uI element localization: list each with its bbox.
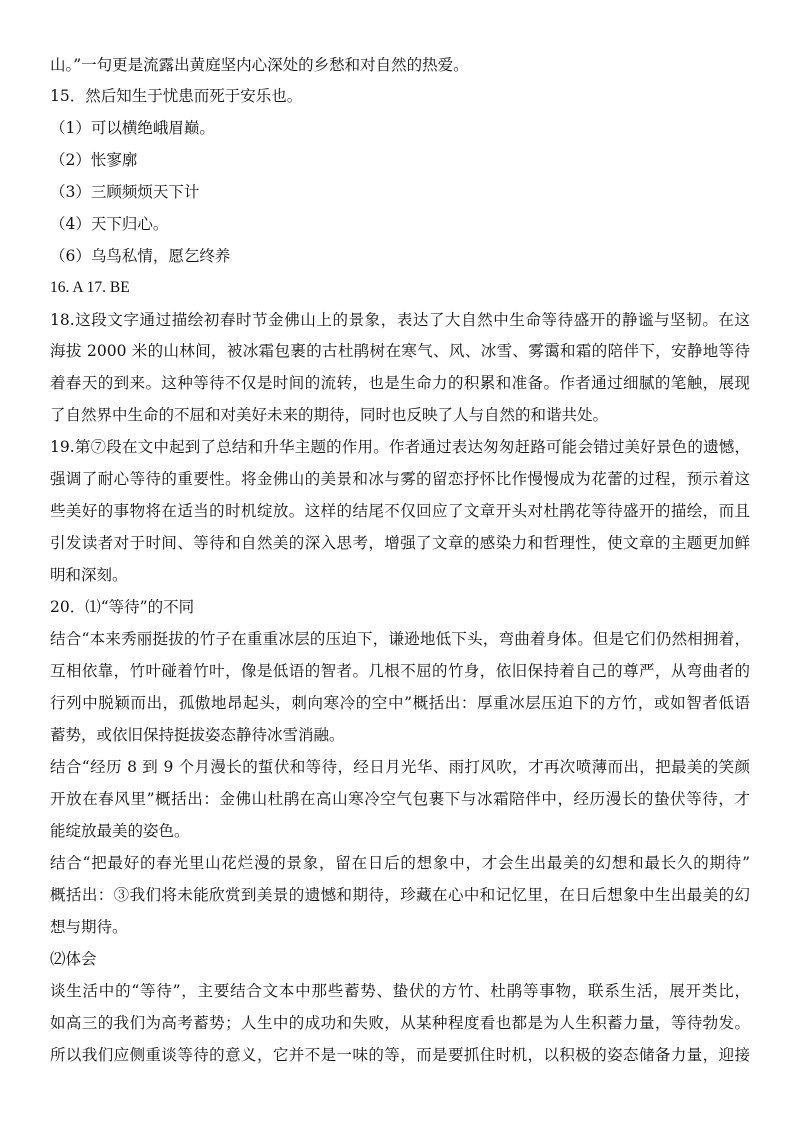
answer-20-sub-2-heading: ⑵体会 xyxy=(50,950,97,968)
answer-19-line-5: 明和深刻。 xyxy=(50,566,128,584)
answer-20-para-4-line-1: 谈生活中的“等待”，主要结合文本中那些蓄势、蛰伏的方竹、杜鹃等事物，联系生活，展开类比， xyxy=(50,982,750,1000)
document-page xyxy=(50,0,750,1123)
answer-20-para-2-line-3: 能绽放最美的姿色。 xyxy=(50,822,190,840)
answer-20-para-2-line-1: 结合“经历 8 到 9 个月漫长的蜇伏和等待，经日月光华、雨打风吹，才再次喷薄而出，把最美的笑颜 xyxy=(50,758,750,776)
answer-19-line-2: 强调了耐心等待的重要性。将金佛山的美景和冰与雾的留恋抒怀比作慢慢成为花蕾的过程，预示着这 xyxy=(50,470,750,488)
answer-15-item-1: （1）可以横绝峨眉巅。 xyxy=(50,119,215,137)
answer-20-para-3-line-2: 概括出：③我们将未能欣赏到美景的遗憾和期待，珍藏在心中和记忆里，在日后想象中生出最美的幻 xyxy=(50,886,750,904)
answer-18-line-3: 着春天的到来。这种等待不仅是时间的流转，也是生命力的积累和准备。作者通过细腻的笔触，展现 xyxy=(50,374,750,392)
answer-20-para-3-line-1: 结合“把最好的春光里山花烂漫的景象，留在日后的想象中，才会生出最美的幻想和最长久的期待” xyxy=(50,854,750,872)
answer-15-item-6: （6）乌鸟私情，愿乞终养 xyxy=(50,247,231,265)
answer-18-line-2: 海拔 2000 米的山林间，被冰霜包裹的古杜鹃树在寒气、风、冰雪、雾霭和霜的陪伴下，安静地等待 xyxy=(50,342,750,360)
answer-19-line-3: 些美好的事物将在适当的时机绽放。这样的结尾不仅回应了文章开头对杜鹃花等待盛开的描绘，而且 xyxy=(50,502,750,520)
answer-20-para-3-line-3: 想与期待。 xyxy=(50,918,128,936)
answer-15-item-2: （2）怅寥廓 xyxy=(50,151,138,169)
answer-18-line-1: 18.这段文字通过描绘初春时节金佛山上的景象，表达了大自然中生命等待盛开的静谧与坚韧。在这 xyxy=(50,311,750,329)
answer-15-item-3: （3）三顾频烦天下计 xyxy=(50,183,200,201)
answer-20-para-1-line-1: 结合“本来秀丽挺拔的竹子在重重冰层的压迫下，谦逊地低下头，弯曲着身体。但是它们仍然相拥着， xyxy=(50,630,750,648)
answer-15-item-4: （4）天下归心。 xyxy=(50,215,169,233)
answer-20-para-4-line-2: 如高三的我们为高考蓄势；人生中的成功和失败，从某种程度看也都是为人生积蓄力量，等待勃发。 xyxy=(50,1014,750,1032)
answer-20-para-4-line-3: 所以我们应侧重谈等待的意义，它并不是一味的等，而是要抓住时机，以积极的姿态储备力量，迎接 xyxy=(50,1046,750,1064)
answer-20-para-1-line-4: 蓄势，或依旧保持挺拔姿态静待冰雪消融。 xyxy=(50,726,345,744)
answer-20-para-1-line-2: 互相依靠，竹叶碰着竹叶，像是低语的智者。几根不屈的竹身，依旧保持着自己的尊严，从弯曲者的 xyxy=(50,662,750,680)
answer-16-17: 16. A 17. BE xyxy=(50,279,130,296)
answer-20-heading: 20．⑴“等待”的不同 xyxy=(50,598,195,616)
answer-18-line-4: 了自然界中生命的不屈和对美好未来的期待，同时也反映了人与自然的和谐共处。 xyxy=(50,406,609,424)
text-line-continuation: 山。”一句更是流露出黄庭坚内心深处的乡愁和对自然的热爱。 xyxy=(50,56,469,74)
answer-19-line-1: 19.第⑦段在文中起到了总结和升华主题的作用。作者通过表达匆匆赶路可能会错过美好景色的遗憾， xyxy=(50,438,750,456)
answer-20-para-2-line-2: 开放在春风里”概括出：金佛山杜鹃在高山寒冷空气包裹下与冰霜陪伴中，经历漫长的蛰伏等待，才 xyxy=(50,790,750,808)
answer-15: 15．然后知生于忧患而死于安乐也。 xyxy=(50,87,303,105)
answer-20-para-1-line-3: 行列中脱颖而出，孤傲地昂起头，刺向寒冷的空中”概括出：厚重冰层压迫下的方竹，或如智者低语 xyxy=(50,694,750,712)
answer-19-line-4: 引发读者对于时间、等待和自然美的深入思考，增强了文章的感染力和哲理性，使文章的主题更加鲜 xyxy=(50,534,750,552)
